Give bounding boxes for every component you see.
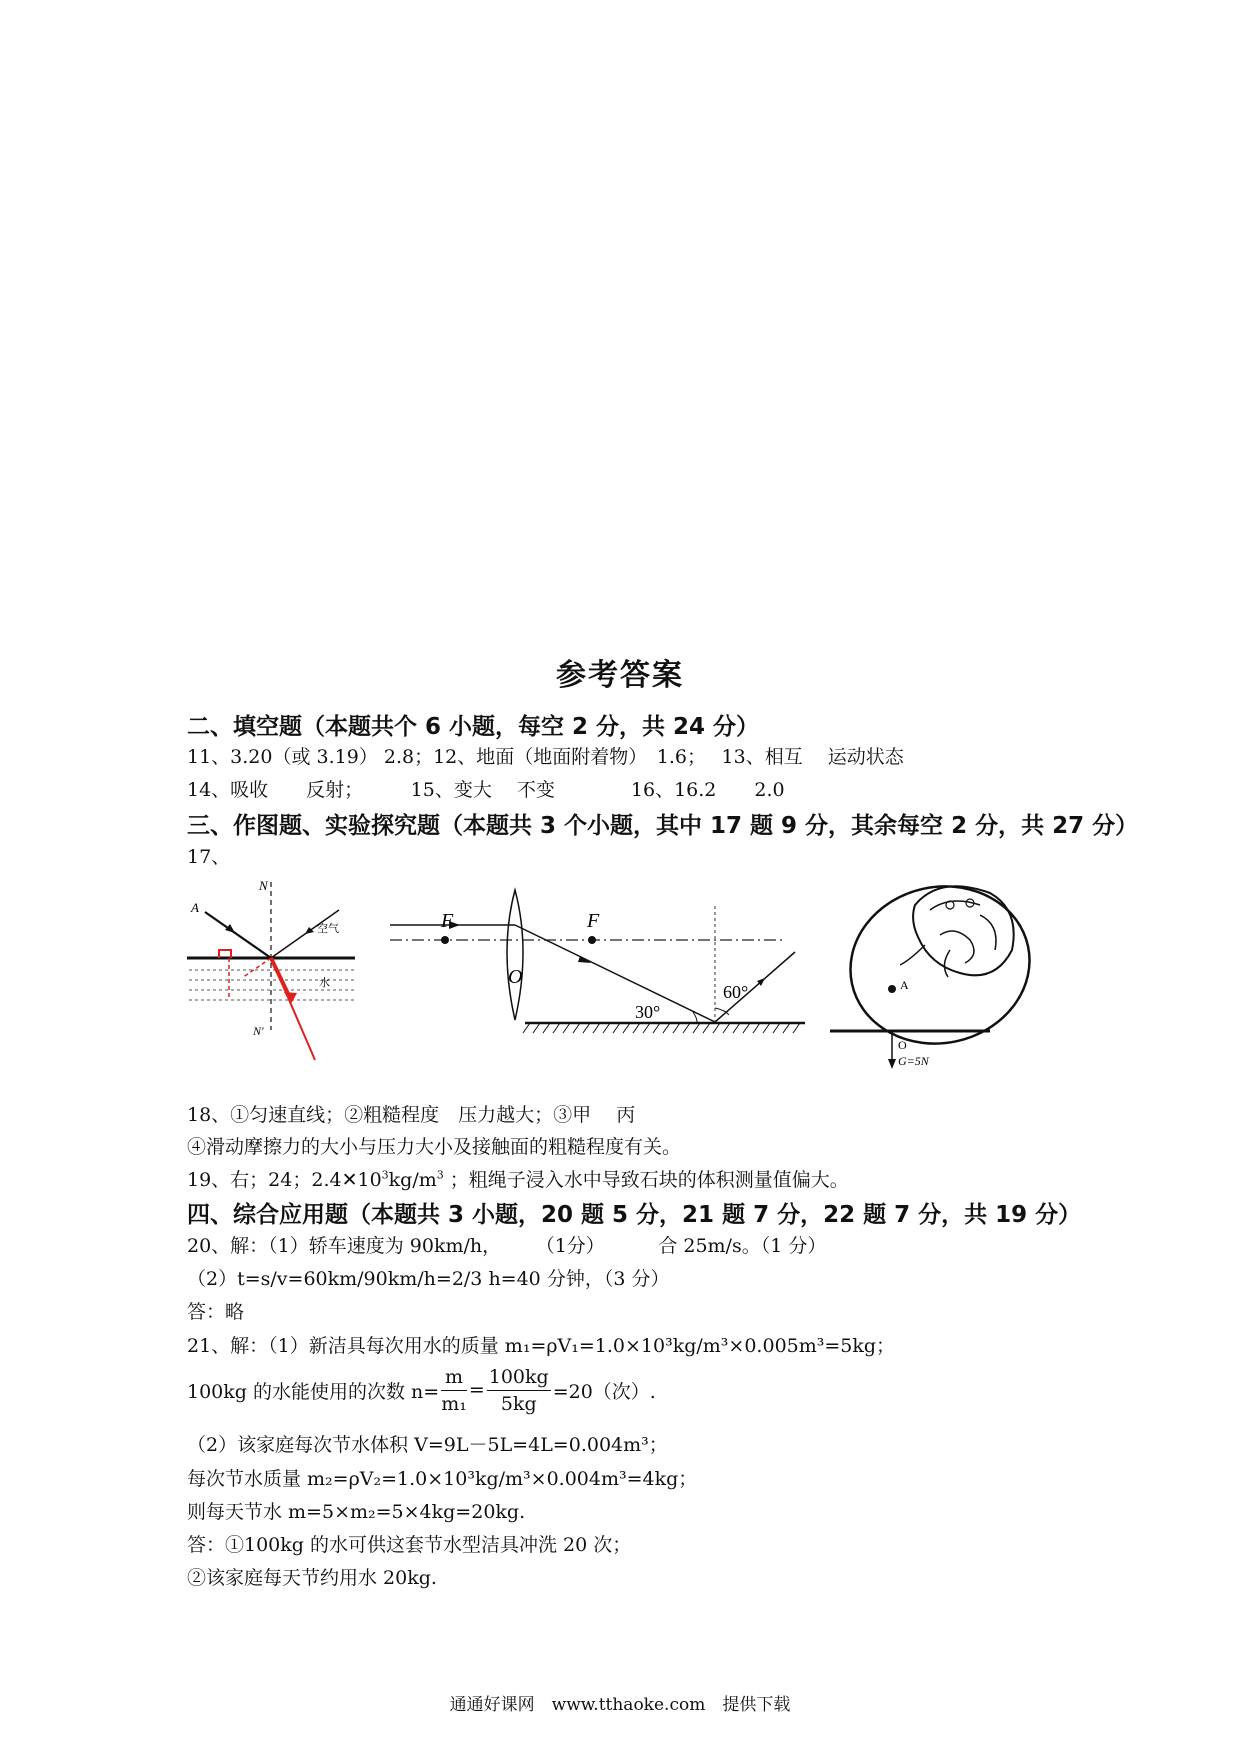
gravity-label: G=5N [898, 1054, 929, 1068]
answer-21b-text: 100kg 的水能使用的次数 n= [187, 1380, 440, 1403]
answer-line-21c: （2）该家庭每次节水体积 V=9L－5L=4L=0.004m³； [187, 1434, 668, 1456]
water-label: 水 [319, 977, 330, 989]
answer-line-19 [187, 1165, 849, 1192]
tumbler-toy-figure [830, 865, 1045, 1080]
contact-point-label-o: O [898, 1038, 907, 1052]
normal-label-n-prime: N' [253, 1024, 264, 1038]
answer-19-unit-exponent: 3 [436, 1168, 444, 1182]
air-label: 空气 [317, 923, 339, 935]
normal-label-n: N [259, 878, 268, 893]
focus-label-right: F [587, 910, 600, 932]
answer-19-unit: kg/m [388, 1169, 437, 1191]
answer-21b-result: =20（次）. [552, 1380, 656, 1403]
angle-30-label: 30° [635, 1002, 661, 1022]
section-2-heading: 二、填空题（本题共个 6 小题，每空 2 分，共 24 分） [187, 714, 760, 740]
answer-line-18a: 18、①匀速直线；②粗糙程度 压力越大；③甲 丙 [187, 1104, 636, 1126]
answer-19-part-a: 19、右；24；2.4✕10 [187, 1169, 382, 1191]
answer-19-exponent: 3 [381, 1168, 389, 1182]
answer-line-18b: ④滑动摩擦力的大小与压力大小及接触面的粗糙程度有关。 [187, 1136, 682, 1158]
footer-source: 通通好课网 www.tthaoke.com 提供下载 [449, 1695, 791, 1715]
fraction-2-numerator: 100kg [487, 1364, 551, 1391]
answer-line-21b [187, 1360, 656, 1420]
answer-line-14-16: 14、吸收 反射； 15、变大 不变 16、16.2 2.0 [187, 779, 785, 801]
answer-line-11-13: 11、3.20（或 3.19） 2.8；12、地面（地面附着物） 1.6； 13、相互 运动状态 [187, 746, 904, 768]
answer-line-21e: 则每天节水 m=5×m₂=5×4kg=20kg. [187, 1501, 526, 1523]
section-4-heading: 四、综合应用题（本题共 3 小题，20 题 5 分，21 题 7 分，22 题 7 分，共 19 分） [187, 1202, 1082, 1228]
question-17-label: 17、 [187, 846, 231, 868]
answer-line-21g: ②该家庭每天节约用水 20kg. [187, 1567, 437, 1589]
answer-19-part-c: ；粗绳子浸入水中导致石块的体积测量值偏大。 [443, 1169, 849, 1191]
fraction-1-denominator: m₁ [441, 1392, 467, 1415]
lens-mirror-figure [385, 870, 805, 1055]
fraction-2-denominator: 5kg [500, 1392, 537, 1415]
answer-line-21a: 21、解：（1）新洁具每次用水的质量 m₁=ρV₁=1.0×10³kg/m³×0.005m³=5kg； [187, 1335, 896, 1357]
answer-line-21d: 每次节水质量 m₂=ρV₂=1.0×10³kg/m³×0.004m³=4kg； [187, 1468, 698, 1490]
lens-label-o: O [508, 966, 523, 988]
incident-label-a: A [191, 900, 199, 915]
angle-60-label: 60° [723, 982, 749, 1002]
fraction-m-over-m1 [441, 1364, 467, 1417]
center-of-gravity-label-a: A [900, 978, 909, 992]
answer-line-21f: 答：①100kg 的水可供这套节水型洁具冲洗 20 次； [187, 1534, 632, 1556]
answer-line-20a: 20、解：（1）轿车速度为 90km/h， （1分） 合 25m/s。（1 分） [187, 1235, 827, 1257]
equals-sign: = [468, 1379, 485, 1401]
answer-line-20b: （2）t=s/v=60km/90km/h=2/3 h=40 分钟，（3 分） [187, 1268, 670, 1290]
page-title: 参考答案 [556, 658, 684, 693]
fraction-1-numerator: m [441, 1364, 467, 1391]
fraction-100kg-over-5kg [487, 1364, 551, 1417]
answer-line-20c: 答：略 [187, 1301, 245, 1323]
refraction-figure [187, 870, 362, 1065]
section-3-heading: 三、作图题、实验探究题（本题共 3 个小题，其中 17 题 9 分，其余每空 2 分，共 27 分） [187, 813, 1139, 839]
focus-label-left: F [441, 910, 454, 932]
